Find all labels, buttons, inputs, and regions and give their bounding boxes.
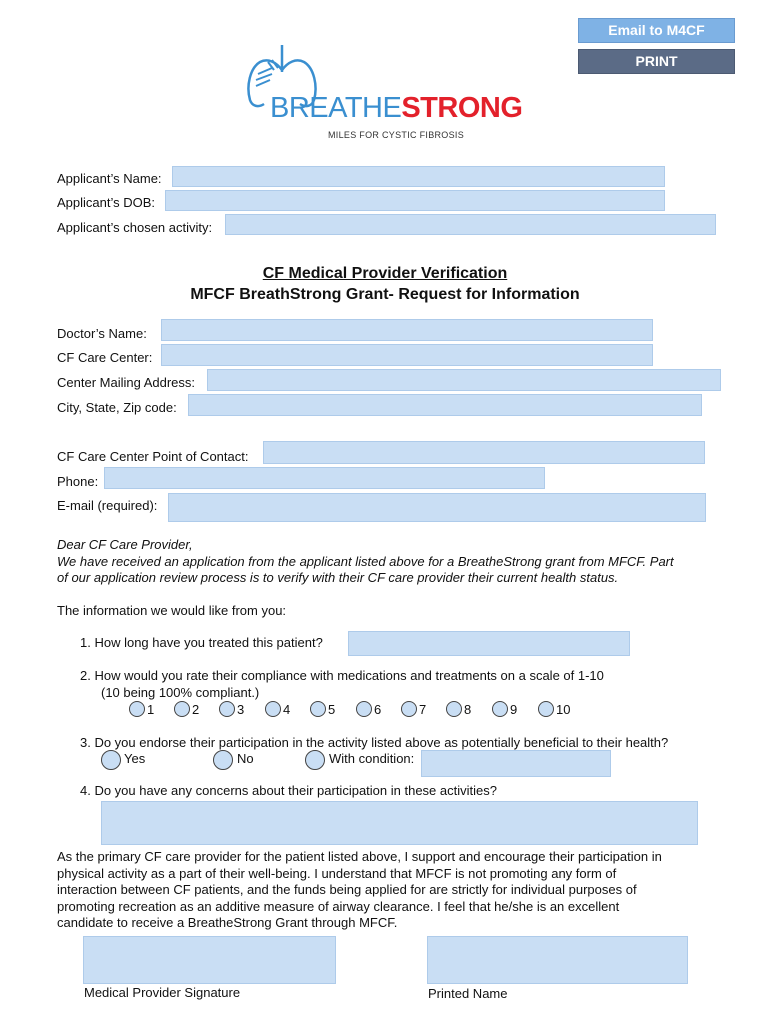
doctor-name-label: Doctor’s Name: <box>57 326 147 341</box>
logo-breathe: BREATHE <box>270 92 402 124</box>
applicant-name-label: Applicant’s Name: <box>57 171 162 186</box>
compliance-label-10: 10 <box>556 702 571 717</box>
question-2: 2. How would you rate their compliance with medications and treatments on a scale of 1-10 <box>80 668 604 683</box>
compliance-radio-6[interactable] <box>356 701 372 717</box>
form-title: CF Medical Provider Verification <box>262 265 508 282</box>
endorse-no-radio[interactable] <box>213 750 233 770</box>
compliance-label-7: 7 <box>419 702 427 717</box>
point-of-contact-field[interactable] <box>263 441 705 464</box>
compliance-label-2: 2 <box>192 702 200 717</box>
statement-line-4: promoting recreation as an additive measure of airway clearance. I feel that he/she is an excellent <box>57 898 620 914</box>
compliance-label-1: 1 <box>147 702 155 717</box>
mailing-address-field[interactable] <box>207 369 721 391</box>
statement-line-1: As the primary CF care provider for the patient listed above, I support and encourage their participation in <box>57 849 662 864</box>
letter-body-line-1: We have received an application from the applicant listed above for a BreatheStrong grant from MFCF. Part <box>57 554 674 569</box>
compliance-label-8: 8 <box>464 702 472 717</box>
compliance-label-4: 4 <box>283 702 291 717</box>
letter-intro: The information we would like from you: <box>57 603 287 618</box>
endorse-yes-label: Yes <box>124 751 146 766</box>
compliance-radio-3[interactable] <box>219 701 235 717</box>
applicant-dob-field[interactable] <box>165 190 665 211</box>
applicant-activity-label: Applicant’s chosen activity: <box>57 220 213 235</box>
printed-name-label: Printed Name <box>428 986 508 1001</box>
point-of-contact-label: CF Care Center Point of Contact: <box>57 449 249 464</box>
mailing-address-label: Center Mailing Address: <box>57 375 196 390</box>
letter-salutation: Dear CF Care Provider, <box>57 537 193 552</box>
endorse-condition-label: With condition: <box>329 751 415 766</box>
compliance-radio-5[interactable] <box>310 701 326 717</box>
compliance-radio-8[interactable] <box>446 701 462 717</box>
question-4: 4. Do you have any concerns about their participation in these activities? <box>80 783 497 798</box>
breathestrong-logo <box>240 40 540 145</box>
logo-strong: STRONG <box>401 92 523 124</box>
care-center-label: CF Care Center: <box>57 350 153 365</box>
question-3: 3. Do you endorse their participation in the activity listed above as potentially beneficial to their health? <box>80 735 669 750</box>
statement-line-2: physical activity as a part of their well-being. I understand that MFCF is not promoting any form of <box>57 865 617 881</box>
printed-name-field[interactable] <box>427 936 688 984</box>
question-1: 1. How long have you treated this patient? <box>80 635 323 650</box>
care-center-field[interactable] <box>161 344 653 366</box>
endorse-no-label: No <box>237 751 254 766</box>
compliance-radio-4[interactable] <box>265 701 281 717</box>
email-field[interactable] <box>168 493 706 522</box>
applicant-name-field[interactable] <box>172 166 665 187</box>
compliance-radio-2[interactable] <box>174 701 190 717</box>
signature-label: Medical Provider Signature <box>84 985 241 1000</box>
doctor-name-field[interactable] <box>161 319 653 341</box>
city-state-zip-field[interactable] <box>188 394 702 416</box>
treatment-duration-field[interactable] <box>348 631 630 656</box>
compliance-radio-1[interactable] <box>129 701 145 717</box>
statement-line-5: candidate to receive a BreatheStrong Grant through MFCF. <box>57 915 398 930</box>
compliance-radio-10[interactable] <box>538 701 554 717</box>
print-button[interactable]: PRINT <box>578 49 735 74</box>
applicant-activity-field[interactable] <box>225 214 716 235</box>
endorse-yes-radio[interactable] <box>101 750 121 770</box>
phone-field[interactable] <box>104 467 545 489</box>
city-state-zip-label: City, State, Zip code: <box>57 400 177 415</box>
concerns-field[interactable] <box>101 801 698 845</box>
compliance-label-9: 9 <box>510 702 518 717</box>
compliance-radio-9[interactable] <box>492 701 508 717</box>
compliance-label-5: 5 <box>328 702 336 717</box>
endorse-condition-radio[interactable] <box>305 750 325 770</box>
phone-label: Phone: <box>57 474 99 489</box>
compliance-label-3: 3 <box>237 702 245 717</box>
condition-field[interactable] <box>421 750 611 777</box>
compliance-radio-7[interactable] <box>401 701 417 717</box>
compliance-label-6: 6 <box>374 702 382 717</box>
email-button[interactable]: Email to M4CF <box>578 18 735 43</box>
letter-body-line-2: of our application review process is to verify with their CF care provider their current health status. <box>57 570 619 585</box>
email-label: E-mail (required): <box>57 498 158 513</box>
form-subtitle: MFCF BreathStrong Grant- Request for Information <box>190 286 580 303</box>
applicant-dob-label: Applicant’s DOB: <box>57 195 156 210</box>
question-2-note: (10 being 100% compliant.) <box>101 685 260 700</box>
signature-field[interactable] <box>83 936 336 984</box>
logo-tagline: MILES FOR CYSTIC FIBROSIS <box>328 130 465 140</box>
statement-line-3: interaction between CF patients, and the funds being applied for are strictly for individual purposes of <box>57 882 637 897</box>
